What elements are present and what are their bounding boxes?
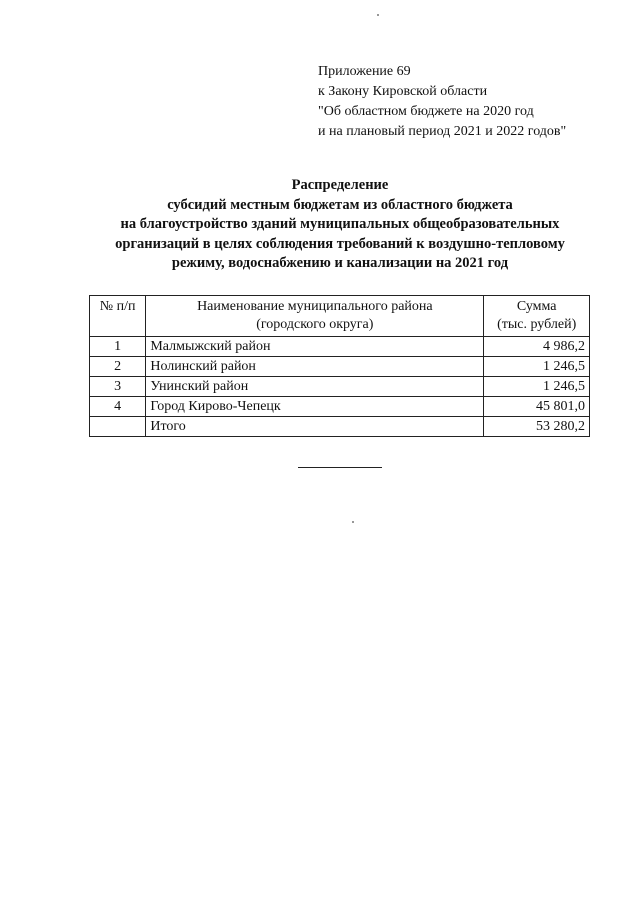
title-line: на благоустройство зданий муниципальных общеобразовательных <box>120 216 560 232</box>
row-number: 1 <box>90 337 146 357</box>
total-label: Итого <box>146 417 484 437</box>
row-number: 2 <box>90 357 146 377</box>
title-line: субсидий местным бюджетам из областного бюджета <box>167 196 513 213</box>
row-sum: 4 986,2 <box>484 337 590 357</box>
appendix-line: "Об областном бюджете на 2020 год <box>318 104 534 119</box>
row-sum: 1 246,5 <box>484 377 590 397</box>
title-line: режиму, водоснабжению и канализации на 2021 год <box>171 255 509 271</box>
document-title <box>80 176 600 274</box>
table-row <box>90 397 590 417</box>
row-name: Город Кирово-Чепецк <box>146 397 484 417</box>
scan-speck <box>352 521 354 523</box>
header-name-line2: (городского округа) <box>256 317 374 332</box>
title-line: организаций в целях соблюдения требований к воздушно-тепловому <box>115 235 565 252</box>
total-sum: 53 280,2 <box>484 417 590 437</box>
scan-speck <box>377 14 379 16</box>
row-name: Малмыжский район <box>146 337 484 357</box>
table-row <box>90 377 590 397</box>
total-number <box>90 417 146 437</box>
appendix-line: Приложение 69 <box>318 64 411 79</box>
header-sum-line2: (тыс. рублей) <box>497 317 577 332</box>
distribution-table <box>89 295 590 437</box>
row-number: 3 <box>90 377 146 397</box>
title-line: Распределение <box>291 177 389 193</box>
row-sum: 45 801,0 <box>484 397 590 417</box>
row-number: 4 <box>90 397 146 417</box>
appendix-header <box>318 62 566 142</box>
table-total-row <box>90 417 590 437</box>
appendix-line: к Закону Кировской области <box>318 84 488 99</box>
table-row <box>90 337 590 357</box>
row-name: Унинский район <box>146 377 484 397</box>
header-name-line1: Наименование муниципального района <box>197 299 433 314</box>
row-sum: 1 246,5 <box>484 357 590 377</box>
row-name: Нолинский район <box>146 357 484 377</box>
closing-rule <box>298 467 382 468</box>
table-row <box>90 357 590 377</box>
header-number: № п/п <box>90 296 146 337</box>
header-sum <box>484 296 590 337</box>
appendix-line: и на плановый период 2021 и 2022 годов" <box>318 124 567 139</box>
table-header-row <box>90 296 590 337</box>
header-name <box>146 296 484 337</box>
header-sum-line1: Сумма <box>516 299 557 314</box>
